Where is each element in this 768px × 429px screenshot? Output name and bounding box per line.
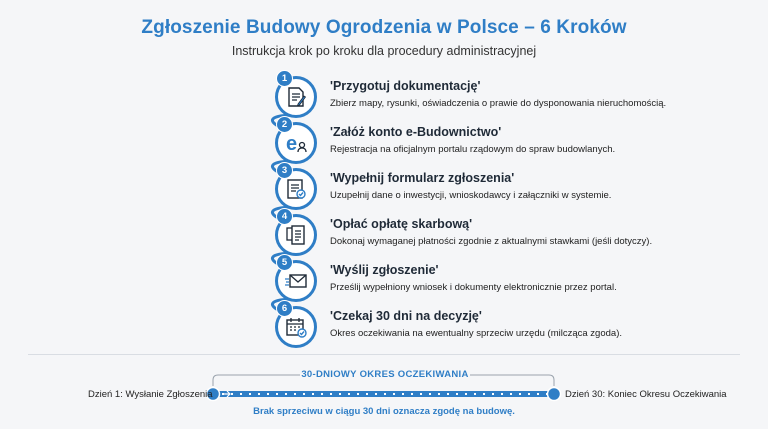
step-2-description: Rejestracja na oficjalnym portalu rządowym do spraw budowlanych. [330,144,616,155]
step-4-title: 'Opłać opłatę skarbową' [330,217,473,231]
step-6-title: 'Czekaj 30 dni na decyzję' [330,309,482,323]
step-6-number: 6 [276,300,293,317]
step-1-description: Zbierz mapy, rysunki, oświadczenia o prawie do dysponowania nieruchomością. [330,98,667,109]
approval-note: Brak sprzeciwu w ciągu 30 dni oznacza zgodę na budowę. [253,406,515,417]
step-3-description: Uzupełnij dane o inwestycji, wnioskodawcy i załączniki w systemie. [330,190,612,201]
step-2-number: 2 [276,116,293,133]
timeline-end-label: Dzień 30: Koniec Okresu Oczekiwania [565,389,727,400]
page-title: Zgłoszenie Budowy Ogrodzenia w Polsce – 6 Kroków [141,17,627,38]
step-5-description: Prześlij wypełniony wniosek i dokumenty elektronicznie przez portal. [330,282,617,293]
step-4-number: 4 [276,208,293,225]
step-1-number: 1 [276,70,293,87]
page-subtitle: Instrukcja krok po kroku dla procedury administracyjnej [231,44,537,58]
svg-text:e: e [286,133,298,155]
step-4-description: Dokonaj wymaganej płatności zgodnie z aktualnymi stawkami (jeśli dotyczy). [330,236,653,247]
period-label: 30-DNIOWY OKRES OCZEKIWANIA [301,369,469,380]
step-2-title: 'Załóż konto e-Budownictwo' [330,125,502,139]
timeline-start-label: Dzień 1: Wysłanie Zgłoszenia [88,389,213,400]
timeline-end-dot [548,388,561,401]
step-3-number: 3 [276,162,293,179]
step-5-title: 'Wyślij zgłoszenie' [330,263,439,277]
step-1-title: 'Przygotuj dokumentację' [330,79,481,93]
step-5-number: 5 [276,254,293,271]
step-3-title: 'Wypełnij formularz zgłoszenia' [330,171,515,185]
step-6-description: Okres oczekiwania na ewentualny sprzeciw urzędu (milcząca zgoda). [330,328,622,339]
